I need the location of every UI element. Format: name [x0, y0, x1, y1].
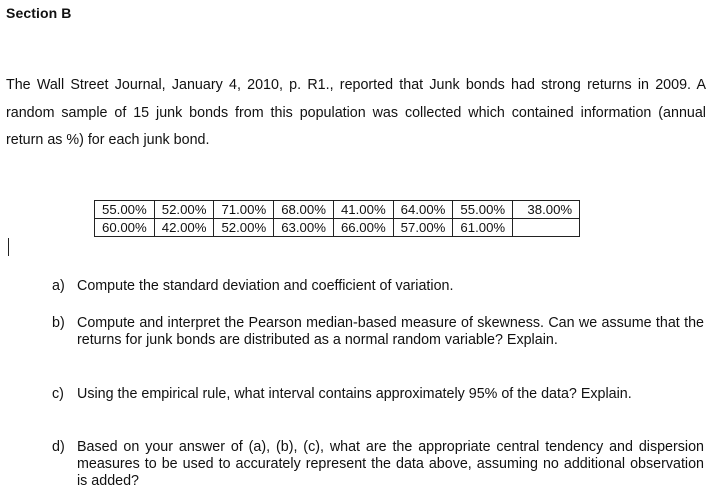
- question-text: Using the empirical rule, what interval contains approximately 95% of the data? Explain.: [77, 386, 632, 402]
- table-cell: 52.00%: [154, 201, 214, 219]
- table-cell: 57.00%: [393, 219, 453, 237]
- question-letter: c): [52, 386, 64, 402]
- table-cell: 52.00%: [214, 219, 274, 237]
- question-letter: a): [52, 278, 65, 294]
- table-row: [95, 219, 580, 237]
- table-cell: 66.00%: [333, 219, 393, 237]
- table-cell: 60.00%: [95, 219, 155, 237]
- question-a: [52, 278, 704, 295]
- table-cell-empty: [513, 219, 580, 237]
- table-cell: 63.00%: [274, 219, 334, 237]
- question-d: [52, 439, 704, 490]
- question-b: [52, 315, 704, 349]
- table-cell: 55.00%: [453, 201, 513, 219]
- question-letter: d): [52, 439, 65, 455]
- section-title: Section B: [6, 5, 72, 21]
- table-cell: 55.00%: [95, 201, 155, 219]
- table-cell: 68.00%: [274, 201, 334, 219]
- question-c: [52, 386, 704, 403]
- question-text: Compute the standard deviation and coefficient of variation.: [77, 278, 454, 294]
- question-text: Based on your answer of (a), (b), (c), what are the appropriate central tendency and dispersion measures to be used to accurately represent the data above, assuming no additional observation is added?: [77, 439, 704, 489]
- table-cell: 64.00%: [393, 201, 453, 219]
- question-text: Compute and interpret the Pearson median-based measure of skewness. Can we assume that the returns for junk bonds are distributed as a normal random variable? Explain.: [77, 315, 704, 348]
- returns-table: [94, 200, 580, 237]
- intro-paragraph: The Wall Street Journal, January 4, 2010, p. R1., reported that Junk bonds had strong returns in 2009. A random sample of 15 junk bonds from this population was collected which contained information (annual return as %) for each junk bond.: [6, 77, 706, 148]
- table-row: [95, 201, 580, 219]
- table-cell: 41.00%: [333, 201, 393, 219]
- table-cell: 61.00%: [453, 219, 513, 237]
- question-letter: b): [52, 315, 65, 331]
- table-cell: 42.00%: [154, 219, 214, 237]
- text-cursor: [8, 238, 9, 256]
- table-cell: 38.00%: [513, 201, 580, 219]
- table-cell: 71.00%: [214, 201, 274, 219]
